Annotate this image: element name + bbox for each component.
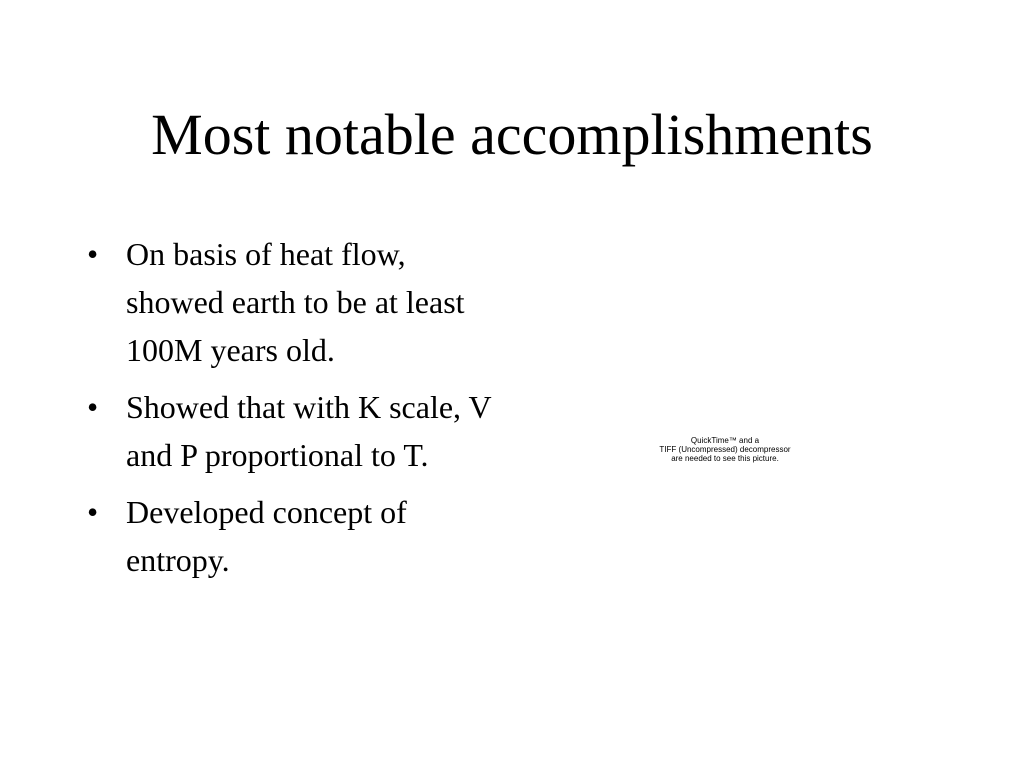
bullet-text: Developed concept of entropy. — [126, 494, 407, 578]
bullet-item — [84, 383, 504, 479]
placeholder-line: TIFF (Uncompressed) decompressor — [659, 445, 791, 454]
bullet-icon: • — [87, 494, 99, 530]
slide-title: Most notable accomplishments — [151, 102, 873, 167]
bullet-icon: • — [87, 236, 99, 272]
bullet-list — [84, 230, 504, 593]
bullet-icon: • — [87, 389, 99, 425]
bullet-text: Showed that with K scale, V and P proportional to T. — [126, 389, 491, 473]
bullet-text: On basis of heat flow, showed earth to be at least 100M years old. — [126, 236, 465, 368]
missing-picture-placeholder — [640, 436, 810, 463]
bullet-item — [84, 488, 504, 584]
placeholder-line: QuickTime™ and a — [690, 436, 760, 445]
bullet-item — [84, 230, 504, 374]
placeholder-line: are needed to see this picture. — [671, 454, 779, 463]
